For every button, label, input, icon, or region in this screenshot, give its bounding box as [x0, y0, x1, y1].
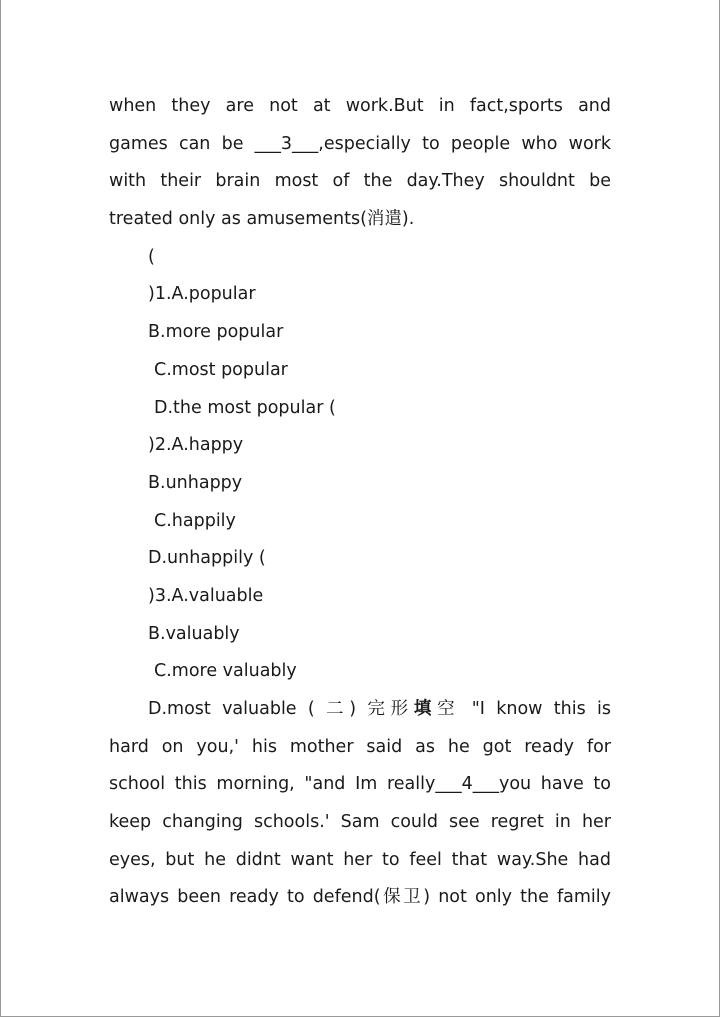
passage-line: keep changing schools.' Sam could see regret in her: [109, 812, 611, 833]
question-3-option-a: )3.A.valuable: [148, 585, 264, 606]
question-3-option-c: C.more valuably: [154, 661, 297, 682]
question-2-option-c: C.happily: [154, 510, 236, 531]
section-two-heading-line: [109, 691, 611, 729]
passage-line: school this morning, "and Im really___4___you have to: [109, 774, 611, 795]
question-3-option-d: D.most valuable ( 二) 完形: [148, 699, 414, 719]
passage-line: with their brain most of the day.They shouldnt be: [109, 171, 611, 192]
passage-line: treated only as amusements(消遣).: [109, 209, 415, 230]
question-2-option-b: B.unhappy: [148, 472, 243, 493]
question-3-option-b: B.valuably: [148, 623, 240, 644]
passage-line: always been ready to defend(保卫) not only the family: [109, 887, 611, 908]
question-2-option-a: )2.A.happy: [148, 435, 244, 456]
question-1-option-b: B.more popular: [148, 322, 284, 343]
section-two-start: 空 "I know this is: [437, 699, 612, 719]
question-open-paren: (: [148, 246, 155, 267]
question-1-option-c: C.most popular: [154, 359, 288, 380]
passage-line: hard on you,' his mother said as he got ready for: [109, 736, 611, 757]
passage-line: games can be ___3___,especially to people who work: [109, 133, 611, 154]
question-2-option-d: D.unhappily (: [148, 548, 266, 569]
section-heading-bold-char: 填: [413, 699, 438, 719]
question-1-option-a: )1.A.popular: [148, 284, 256, 305]
document-body: [109, 88, 611, 917]
passage-line: eyes, but he didnt want her to feel that way.She had: [109, 849, 611, 870]
passage-line: when they are not at work.But in fact,sports and: [109, 96, 611, 116]
question-1-option-d: D.the most popular (: [154, 397, 336, 418]
